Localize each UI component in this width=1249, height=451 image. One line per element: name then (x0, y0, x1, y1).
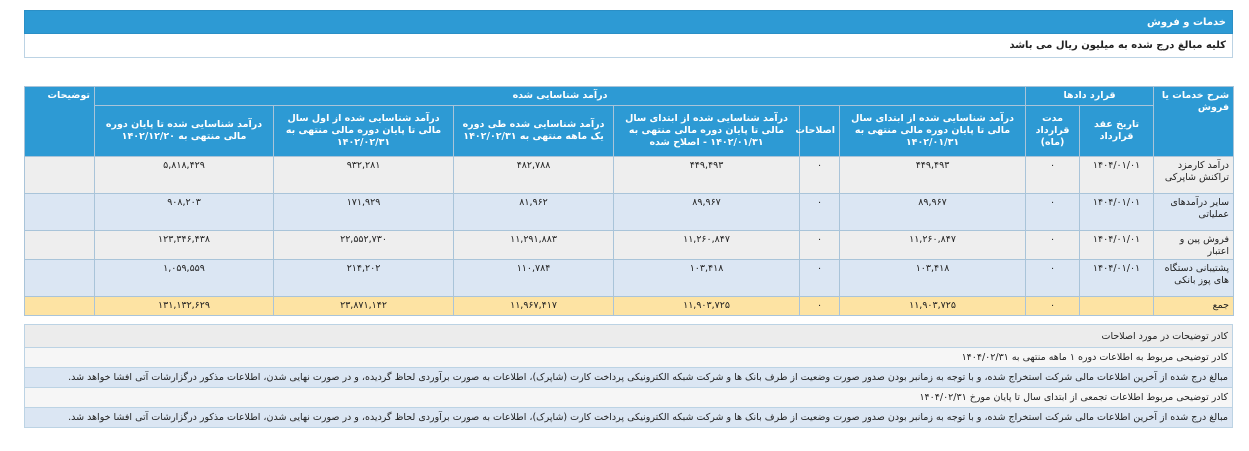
cell-rev-month: ۱۱۰,۷۸۴ (454, 260, 614, 297)
total-rev-prev: ۱۱,۹۰۳,۷۲۵ (840, 297, 1026, 316)
col-rev-prev: درآمد شناسایی شده از ابتدای سال مالی تا پایان دوره مالی منتهی به ۱۴۰۲/۰۱/۳۱ (840, 106, 1026, 157)
col-contract-date: تاریخ عقد قرارداد (1080, 106, 1154, 157)
amounts-note-bar (24, 34, 1233, 58)
cell-duration: ۰ (1026, 157, 1080, 194)
cell-rev-prev-corrected: ۱۱,۲۶۰,۸۴۷ (614, 231, 800, 260)
col-rev-prev-corrected: درآمد شناسایی شده از ابتدای سال مالی تا پایان دوره مالی منتهی به ۱۴۰۲/۰۱/۳۱ - اصلاح شده (614, 106, 800, 157)
col-description: شرح خدمات یا فروش (1154, 87, 1234, 157)
col-explanations: توضیحات (25, 87, 95, 157)
cell-rev-prev-corrected: ۴۴۹,۴۹۳ (614, 157, 800, 194)
cell-explanation (25, 231, 95, 260)
cumulative-explanation-title: کادر توضیحی مربوط اطلاعات تجمعی از ابتدای سال تا پایان مورخ ۱۴۰۴/۰۲/۳۱ (24, 388, 1233, 408)
cell-description: درآمد کارمزد تراکنش شاپرکی (1154, 157, 1234, 194)
total-rev-year-end: ۱۳۱,۱۳۲,۶۲۹ (95, 297, 274, 316)
total-rev-current: ۲۳,۸۷۱,۱۴۲ (274, 297, 454, 316)
cell-description: پشتیبانی دستگاه های پوز بانکی (1154, 260, 1234, 297)
cell-description: سایر درآمدهای عملیاتی (1154, 194, 1234, 231)
table-row (25, 260, 1234, 297)
corrections-explanation-title: کادر توضیحات در مورد اصلاحات (24, 324, 1233, 348)
cell-corrections: ۰ (800, 260, 840, 297)
cell-rev-month: ۸۱,۹۶۲ (454, 194, 614, 231)
total-contract-date (1080, 297, 1154, 316)
total-rev-prev-corrected: ۱۱,۹۰۳,۷۲۵ (614, 297, 800, 316)
cell-corrections: ۰ (800, 194, 840, 231)
cell-explanation (25, 157, 95, 194)
total-duration: ۰ (1026, 297, 1080, 316)
cell-duration: ۰ (1026, 231, 1080, 260)
cell-contract-date: ۱۴۰۴/۰۱/۰۱ (1080, 157, 1154, 194)
group-revenue: درآمد شناسایی شده (95, 87, 1026, 106)
cell-contract-date: ۱۴۰۴/۰۱/۰۱ (1080, 194, 1154, 231)
total-explanation (25, 297, 95, 316)
cell-contract-date: ۱۴۰۴/۰۱/۰۱ (1080, 260, 1154, 297)
cell-rev-year-end: ۹۰۸,۲۰۳ (95, 194, 274, 231)
cell-explanation (25, 194, 95, 231)
cell-rev-current: ۲۲,۵۵۲,۷۳۰ (274, 231, 454, 260)
section-title-bar (24, 10, 1233, 34)
explanations-panel (24, 324, 1233, 428)
col-contract-duration: مدت قرارداد (ماه) (1026, 106, 1080, 157)
cell-duration: ۰ (1026, 260, 1080, 297)
table-row (25, 157, 1234, 194)
total-label: جمع (1154, 297, 1234, 316)
period-explanation-text: مبالغ درج شده از آخرین اطلاعات مالی شرکت استخراج شده، و با توجه به زمانبر بودن صدور صورت وضعیت از طرف بانک ها و شرکت شبکه الکترونیکی پرداخت کارت (شاپرک)، اطلاعات به صورت برآوردی لحاظ گردیده، و در صورت نهایی شدن، اطلاعات مذکور درگزارشات آتی افشا خواهد شد. (24, 368, 1233, 388)
cell-duration: ۰ (1026, 194, 1080, 231)
cell-rev-prev-corrected: ۸۹,۹۶۷ (614, 194, 800, 231)
cell-description: فروش پین و اعتبار (1154, 231, 1234, 260)
cell-rev-prev: ۸۹,۹۶۷ (840, 194, 1026, 231)
cell-rev-current: ۱۷۱,۹۲۹ (274, 194, 454, 231)
cell-rev-year-end: ۱۲۳,۳۴۶,۴۳۸ (95, 231, 274, 260)
col-rev-current: درآمد شناسایی شده از اول سال مالی تا پایان دوره مالی منتهی به ۱۴۰۲/۰۲/۳۱ (274, 106, 454, 157)
amounts-note: کلیه مبالغ درج شده به میلیون ریال می باشد (1009, 40, 1226, 51)
section-title: خدمات و فروش (1147, 16, 1226, 28)
cell-rev-current: ۲۱۴,۲۰۲ (274, 260, 454, 297)
col-rev-year-end: درآمد شناسایی شده تا پایان دوره مالی منتهی به ۱۴۰۲/۱۲/۲۰ (95, 106, 274, 157)
revenue-table (24, 86, 1234, 316)
cell-rev-month: ۴۸۲,۷۸۸ (454, 157, 614, 194)
cell-explanation (25, 260, 95, 297)
cell-rev-month: ۱۱,۲۹۱,۸۸۳ (454, 231, 614, 260)
cell-rev-prev-corrected: ۱۰۳,۴۱۸ (614, 260, 800, 297)
cell-rev-year-end: ۵,۸۱۸,۴۲۹ (95, 157, 274, 194)
cumulative-explanation-text: مبالغ درج شده از آخرین اطلاعات مالی شرکت استخراج شده، و با توجه به زمانبر بودن صدور صورت وضعیت از طرف بانک ها و شرکت شبکه الکترونیکی پرداخت کارت (شاپرک)، اطلاعات به صورت برآوردی لحاظ گردیده، و در صورت نهایی شدن، اطلاعات مذکور درگزارشات آتی افشا خواهد شد. (24, 408, 1233, 428)
col-rev-month: درآمد شناسایی شده طی دوره یک ماهه منتهی به ۱۴۰۲/۰۲/۳۱ (454, 106, 614, 157)
table-row (25, 194, 1234, 231)
cell-contract-date: ۱۴۰۴/۰۱/۰۱ (1080, 231, 1154, 260)
cell-rev-prev: ۱۰۳,۴۱۸ (840, 260, 1026, 297)
cell-rev-current: ۹۳۲,۲۸۱ (274, 157, 454, 194)
group-contracts: قرارد دادها (1026, 87, 1154, 106)
cell-rev-prev: ۱۱,۲۶۰,۸۴۷ (840, 231, 1026, 260)
cell-rev-prev: ۴۴۹,۴۹۳ (840, 157, 1026, 194)
period-explanation-title: کادر توضیحی مربوط به اطلاعات دوره ۱ ماهه منتهی به ۱۴۰۴/۰۲/۳۱ (24, 348, 1233, 368)
cell-corrections: ۰ (800, 231, 840, 260)
cell-corrections: ۰ (800, 157, 840, 194)
cell-rev-year-end: ۱,۰۵۹,۵۵۹ (95, 260, 274, 297)
col-corrections: اصلاحات (800, 106, 840, 157)
total-rev-month: ۱۱,۹۶۷,۴۱۷ (454, 297, 614, 316)
total-row (25, 297, 1234, 316)
total-corrections: ۰ (800, 297, 840, 316)
table-row (25, 231, 1234, 260)
